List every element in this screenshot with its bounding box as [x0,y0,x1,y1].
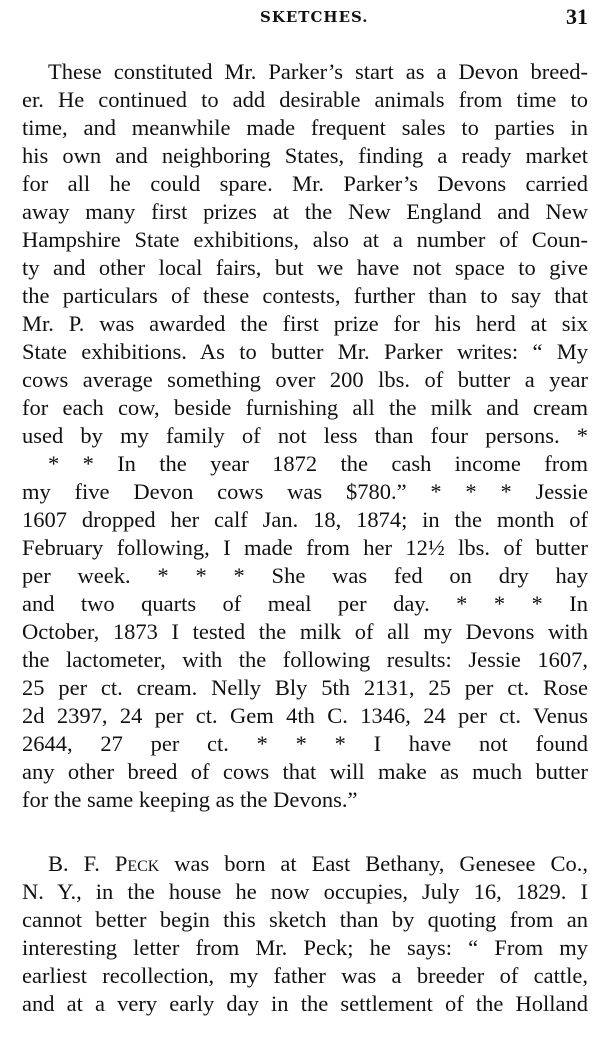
text-line: for the same keeping as the Devons.” [22,787,358,812]
text-line: any other breed of cows that will make as much butter [22,759,588,784]
text-line: and two quarts of meal per day. * * * In [22,591,588,616]
text-line: for all he could spare. Mr. Parker’s Devons carried [22,171,588,196]
text-line: per week. * * * She was fed on dry hay [22,563,588,588]
text-line: 25 per ct. cream. Nelly Bly 5th 2131, 25 per ct. Rose [22,675,588,700]
surname-small-caps: Peck [114,851,160,876]
text-line: cannot better begin this sketch than by quoting from an [22,907,588,932]
text-line: interesting letter from Mr. Peck; he says: “ From my [22,935,588,960]
text-line: and at a very early day in the settlement of the Holland [22,991,588,1016]
text-line: Mr. P. was awarded the first prize for his herd at six [22,311,588,336]
text-line: ty and other local fairs, but we have not space to give [22,255,588,280]
text-line: time, and meanwhile made frequent sales to parties in [22,115,588,140]
text-line: 2d 2397, 24 per ct. Gem 4th C. 1346, 24 per ct. Venus [22,703,588,728]
text-line: These constituted Mr. Parker’s start as a Devon breed- [48,59,588,84]
text-line: 1607 dropped her calf Jan. 18, 1874; in the month of [22,507,588,532]
running-title: SKETCHES. [260,8,369,26]
text-line: cows average something over 200 lbs. of butter a year [22,367,588,392]
text-line: October, 1873 I tested the milk of all my Devons with [22,619,588,644]
text-line: February following, I made from her 12½ lbs. of butter [22,535,588,560]
text-line: 2644, 27 per ct. * * * I have not found [22,731,588,756]
text-line: his own and neighboring States, finding a ready market [22,143,588,168]
text-line: earliest recollection, my father was a breeder of cattle, [22,963,588,988]
text-line: the lactometer, with the following results: Jessie 1607, [22,647,588,672]
text-line: State exhibitions. As to butter Mr. Parker writes: “ My [22,339,588,364]
text-line: the particulars of these contests, further than to say that [22,283,588,308]
text-line: * * In the year 1872 the cash income from [48,451,588,476]
text-line: away many first prizes at the New England and New [22,199,588,224]
text-line: N. Y., in the house he now occupies, July 16, 1829. I [22,879,588,904]
running-head [0,4,600,30]
text-line: for each cow, beside furnishing all the milk and cream [22,395,588,420]
text-line: Hampshire State exhibitions, also at a number of Coun- [22,227,588,252]
text-line: B. F. Peck was born at East Bethany, Genesee Co., [48,851,588,876]
text-line: er. He continued to add desirable animals from time to [22,87,588,112]
text-line: used by my family of not less than four persons. * [22,423,588,448]
text-line: my five Devon cows was $780.” * * * Jessie [22,479,588,504]
page-number: 31 [566,4,588,29]
